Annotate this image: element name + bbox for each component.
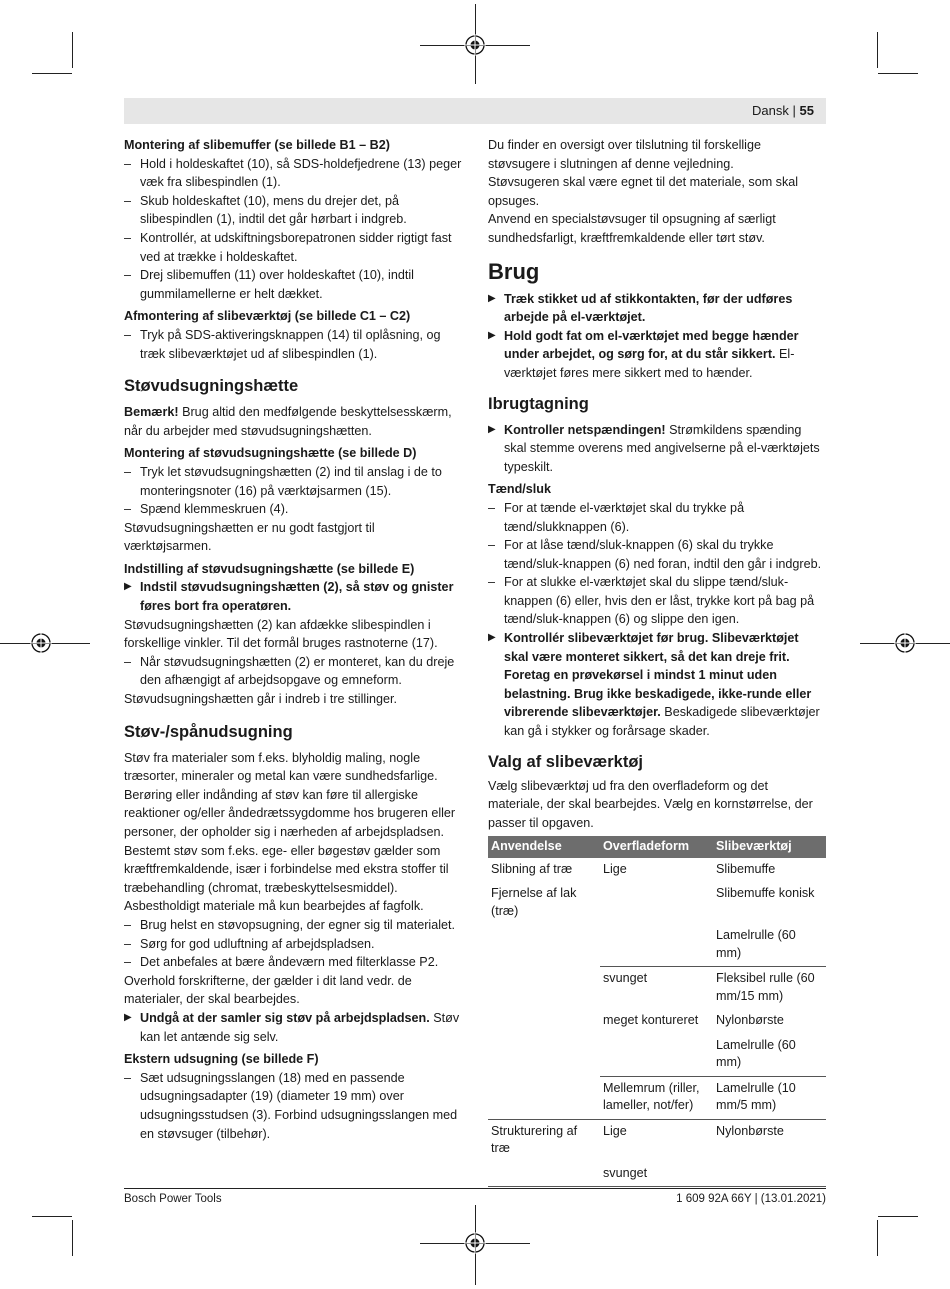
table-cell: Lamelrulle (60 mm) (713, 1034, 826, 1077)
crop-mark (878, 73, 918, 74)
list-item: – For at tænde el-værktøjet skal du trykke på tænd/slukknappen (6). (488, 499, 826, 536)
registration-mark-icon (30, 632, 52, 654)
list-item: – Sæt udsugningsslangen (18) med en passende udsugningsadapter (19) (diameter 19 mm) over udsugningsstudsen (3). Forbind udsugningsslangen med en støvsuger (tilbehør). (124, 1069, 462, 1143)
right-column (488, 136, 826, 1187)
section-subtitle: Tænd/sluk (488, 482, 551, 497)
paragraph: Støv fra materialer som f.eks. blyholdig maling, nogle træsorter, mineraler og metal kan være sundhedsfarlige. Berøring eller indånding af støv kan føre til allergiske reaktioner og/eller åndedrætssygdomme hos brugeren eller personer, der opholder sig i nærheden af arbejdspladsen. (124, 750, 456, 839)
list-item: – Spænd klemmeskruen (4). (124, 500, 462, 519)
paragraph: Støvudsugningshætten går i indreb i tre stillinger. (124, 692, 398, 707)
crop-mark (877, 1220, 878, 1256)
list-item: – Sørg for god udluftning af arbejdspladsen. (124, 935, 462, 954)
table-cell (488, 1009, 600, 1034)
table-cell: Nylonbørste (716, 1123, 784, 1138)
table-cell: Nylonbørste (716, 1013, 784, 1028)
warning-bold: Hold godt fat om el-værktøjet med begge hænder under arbejdet, og sørg for, at du står sikkert. (504, 328, 799, 362)
registration-mark-icon (464, 34, 486, 56)
table-row (488, 1162, 826, 1187)
warning-bold: Undgå at der samler sig støv på arbejdspladsen. (140, 1010, 430, 1025)
crop-mark (72, 32, 73, 68)
list-item: – Drej slibemuffen (11) over holdeskaftet (10), indtil gummilamellerne er helt dækket. (124, 266, 462, 303)
section-subtitle: Montering af slibemuffer (se billede B1 – B2) (124, 138, 390, 152)
table-row (488, 882, 826, 924)
paragraph (124, 403, 462, 440)
warning-item (488, 421, 826, 477)
table-header-row (488, 836, 826, 858)
section-heading: Støv-/spånudsugning (124, 722, 293, 741)
table-cell: svunget (603, 971, 648, 986)
warning-item (488, 629, 826, 741)
footer-doc-id: 1 609 92A 66Y | (13.01.2021) (676, 1193, 826, 1205)
table-cell (488, 967, 600, 1010)
table-header-cell: Anvendelse (488, 836, 600, 858)
table-cell: Lamelrulle (10 mm/5 mm) (713, 1076, 826, 1119)
table-row (488, 1076, 826, 1119)
table-row (488, 858, 826, 883)
footer-brand: Bosch Power Tools (124, 1193, 222, 1205)
table-cell (488, 924, 600, 967)
table-cell (488, 1162, 600, 1187)
table-cell: Lige (603, 861, 627, 876)
table-cell: Fleksibel rulle (60 mm/15 mm) (716, 971, 815, 1003)
paragraph: Støvudsugningshætten (2) kan afdække slibespindlen i forskellige vinkler. Til det formål bruges rastnoterne (17). (124, 617, 438, 651)
table-cell (600, 924, 713, 967)
page-header (124, 98, 826, 124)
page-footer (124, 1188, 826, 1205)
section-subtitle: Afmontering af slibeværktøj (se billede C1 – C2) (124, 309, 411, 324)
table-cell: Slibemuffe (716, 861, 776, 876)
crop-mark (877, 32, 878, 68)
note-text: Brug altid den medfølgende beskyttelsesskærm, når du arbejder med støvudsugningshætten. (124, 405, 452, 438)
crop-mark (32, 73, 72, 74)
crop-mark (72, 1220, 73, 1256)
list-item: – Hold i holdeskaftet (10), så SDS-holdefjedrene (13) peger væk fra slibespindlen (1). (124, 155, 462, 192)
table-cell (488, 1034, 600, 1077)
chapter-heading: Brug (488, 258, 540, 284)
table-row (488, 924, 826, 967)
table-cell: Slibemuffe konisk (716, 886, 815, 901)
table-row (488, 1119, 826, 1162)
section-subtitle: Montering af støvudsugningshætte (se billede D) (124, 446, 417, 461)
warning-item: ▶ Træk stikket ud af stikkontakten, før der udføres arbejde på el-værktøjet. (488, 290, 826, 327)
crop-mark (878, 1216, 918, 1217)
registration-mark-icon (464, 1232, 486, 1254)
table-cell: Fjernelse af lak (træ) (491, 886, 577, 918)
list-item: – Det anbefales at bære åndeværn med filterklasse P2. (124, 953, 462, 972)
warning-item (124, 1009, 462, 1046)
table-header-cell: Overfladeform (600, 836, 713, 858)
paragraph: Bestemt støv som f.eks. ege- eller bøgestøv gælder som kræftfremkaldende, især i forbindelse med ekstra stoffer til træbehandling (chromat, træbeskyttelsesmiddel). Asbestholdigt materiale må kun bearbejdes af fagfolk. (124, 843, 449, 914)
table-row (488, 967, 826, 1010)
list-item: – For at slukke el-værktøjet skal du slippe tænd/sluk-knappen (6) eller, hvis den er låst, trykke kort på bag på tænd/sluk-knappen (6) og slippe den igen. (488, 573, 826, 629)
warning-item (488, 327, 826, 383)
paragraph: Støvsugeren skal være egnet til det materiale, som skal opsuges. (488, 175, 799, 208)
warning-bold: Kontroller netspændingen! (504, 422, 666, 437)
table-cell: meget kontureret (603, 1013, 699, 1028)
table-header-cell: Slibeværktøj (713, 836, 826, 858)
list-item: – Tryk på SDS-aktiveringsknappen (14) til oplåsning, og træk slibeværktøjet ud af slibespindlen (1). (124, 326, 462, 363)
list-item: – Tryk let støvudsugningshætten (2) ind til anslag i de to monteringsnoter (16) på værktøjsarmen (15). (124, 463, 462, 500)
section-subtitle: Indstilling af støvudsugningshætte (se billede E) (124, 561, 415, 576)
list-item: – Kontrollér, at udskiftningsborepatronen sidder rigtigt fast ved at trække i holdeskaftet. (124, 229, 462, 266)
paragraph: Støvudsugningshætten er nu godt fastgjort til værktøjsarmen. (124, 520, 375, 554)
list-item: – Skub holdeskaftet (10), mens du drejer det, på slibespindlen (1), indtil det går hørbart i indgreb. (124, 192, 462, 229)
page-number: 55 (799, 103, 814, 118)
paragraph: Du finder en oversigt over tilslutning til forskellige støvsugere i slutningen af denne vejledning. (488, 138, 761, 171)
crop-mark (32, 1216, 72, 1217)
section-heading: Valg af slibeværktøj (488, 752, 643, 771)
section-heading: Støvudsugningshætte (124, 377, 299, 396)
table-cell: Strukturering af træ (491, 1123, 578, 1156)
paragraph: Overhold forskrifterne, der gælder i dit land vedr. de materialer, der skal bearbejdes. (124, 973, 412, 1007)
paragraph: Anvend en specialstøvsuger til opsugning af særligt sundhedsfarligt, kræftfremkaldende eller tørt støv. (488, 212, 776, 245)
table-cell: Lamelrulle (60 mm) (713, 924, 826, 967)
table-row (488, 1009, 826, 1034)
warning-text: Støv kan let antænde sig selv. (140, 1010, 460, 1044)
table-cell (488, 1076, 600, 1119)
table-cell: svunget (600, 1162, 713, 1187)
registration-mark-icon (894, 632, 916, 654)
warning-item: ▶ Indstil støvudsugningshætten (2), så støv og gnister føres bort fra operatøren. (124, 578, 462, 615)
warning-text: Strømkildens spænding skal stemme overens med angivelserne på el-værktøjets typeskilt. (504, 422, 820, 474)
header-text (752, 103, 814, 118)
section-subtitle: Ekstern udsugning (se billede F) (124, 1052, 319, 1067)
list-item: – Når støvudsugningshætten (2) er monteret, kan du dreje den afhængigt af arbejdsopgave og emneform. (124, 653, 462, 690)
table-row (488, 1034, 826, 1077)
table-cell (713, 1162, 826, 1187)
table-cell: Mellemrum (riller, lameller, not/fer) (600, 1076, 713, 1119)
list-item: – Brug helst en støvopsugning, der egner sig til materialet. (124, 916, 462, 935)
section-heading: Ibrugtagning (488, 394, 589, 413)
tool-selection-table (488, 836, 826, 1187)
warning-bold: Kontrollér slibeværktøjet før brug. Slibeværktøjet skal være monteret sikkert, så det kan dreje frit. Foretag en prøvekørsel i mindst 1 minut uden belastning. Brug ikke beskadigede, ikke-runde eller vibrerende slibeværktøjer. (504, 631, 812, 720)
table-cell (600, 1034, 713, 1077)
paragraph: Vælg slibeværktøj ud fra den overfladeform og det materiale, der skal bearbejdes. Vælg en kornstørrelse, der passer til opgaven. (488, 778, 813, 830)
table-cell (600, 882, 713, 924)
warning-text: Beskadigede slibeværktøjer kan gå i stykker og forårsage skader. (504, 705, 820, 739)
list-item: – For at låse tænd/sluk-knappen (6) skal du trykke tænd/sluk-knappen (6) ned foran, indtil den går i indgreb. (488, 536, 826, 573)
table-cell: Slibning af træ (491, 861, 573, 876)
header-separator: | (792, 103, 796, 118)
warning-text: El-værktøjet føres mere sikkert med to hænder. (504, 347, 795, 380)
note-label: Bemærk! (124, 405, 179, 420)
header-language: Dansk (752, 103, 789, 118)
table-cell: Lige (603, 1123, 627, 1138)
left-column (124, 136, 462, 1143)
